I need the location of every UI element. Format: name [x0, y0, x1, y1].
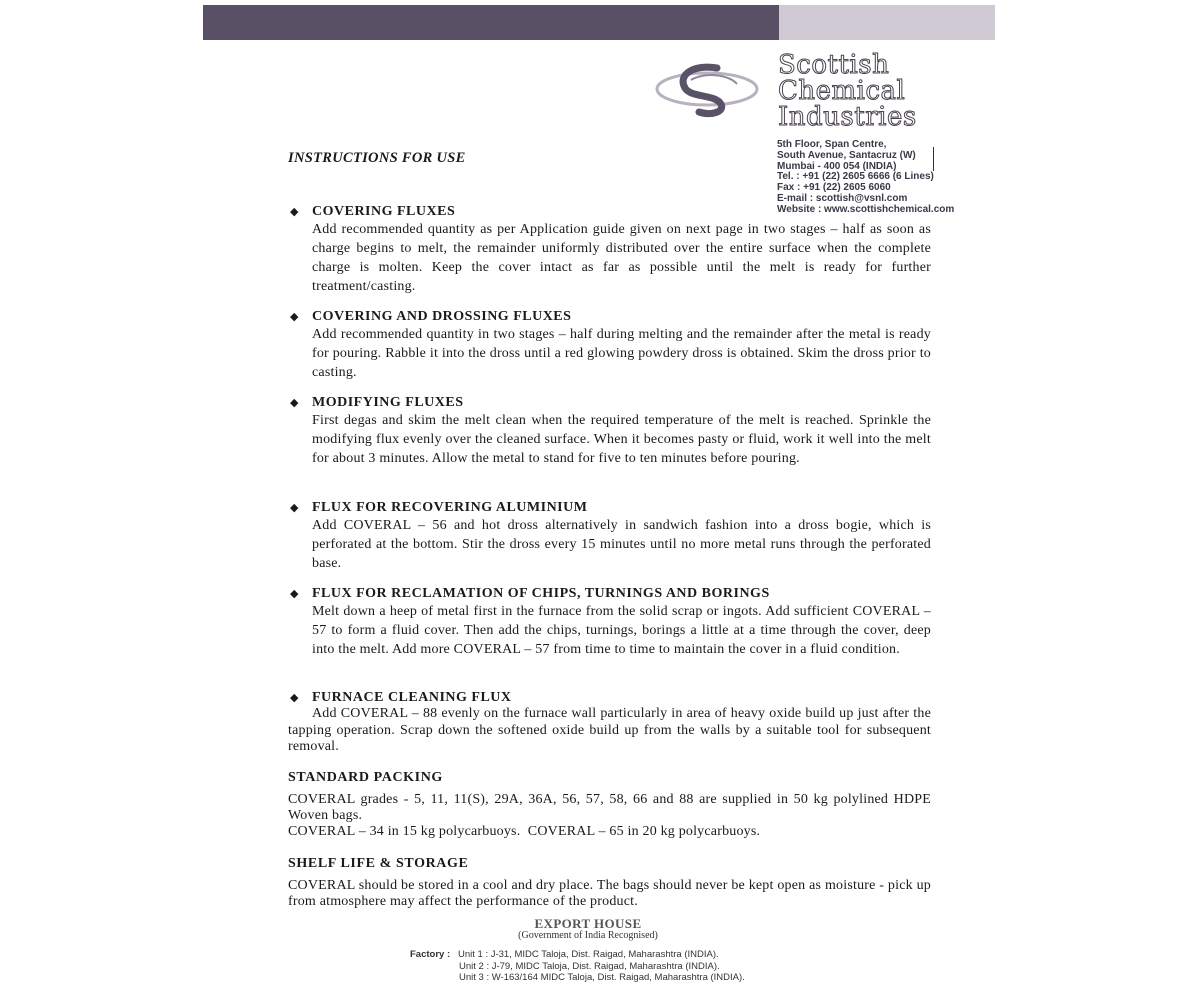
- section-modifying-fluxes: [288, 395, 931, 468]
- section-heading: ◆ COVERING AND DROSSING FLUXES: [290, 309, 572, 324]
- email-line: E-mail : scottish@vsnl.com: [777, 192, 908, 204]
- section-heading: ◆ FLUX FOR RECOVERING ALUMINIUM: [290, 500, 588, 515]
- section-body: Melt down a heep of metal first in the furnace from the solid scrap or ingots. Add sufficient COVERAL – 57 to form a fluid cover. Then add the chips, turnings, borings a little at a time through the cover, deep into the melt. Add more COVERAL – 57 from time to time to maintain the cover in a fluid condition.: [312, 604, 931, 657]
- packing-line: COVERAL grades - 5, 11, 11(S), 29A, 36A, 56, 57, 58, 66 and 88 are supplied in 50 kg polylined HDPE Woven bags.: [288, 792, 931, 823]
- website-line: Website : www.scottishchemical.com: [777, 203, 955, 215]
- swirl-logo-icon: [655, 60, 760, 118]
- address-line: Tel. : +91 (22) 2605 6666 (6 Lines): [777, 171, 934, 183]
- export-house-label: EXPORT HOUSE: [534, 916, 642, 931]
- page-title: INSTRUCTIONS FOR USE: [288, 150, 466, 166]
- standard-packing-heading: STANDARD PACKING: [288, 770, 443, 785]
- address-line: Mumbai - 400 054 (INDIA): [777, 160, 897, 172]
- address-divider: [933, 147, 934, 171]
- shelf-life-heading: SHELF LIFE & STORAGE: [288, 856, 469, 871]
- section-recovering-aluminium: [288, 500, 931, 573]
- factory-addresses: [410, 949, 745, 984]
- diamond-bullet-icon: ◆: [290, 397, 299, 409]
- diamond-bullet-icon: ◆: [290, 692, 299, 704]
- address-line: Fax : +91 (22) 2605 6060: [777, 182, 891, 194]
- section-reclamation-chips: [288, 586, 931, 659]
- company-name-line: Scottish: [778, 50, 890, 80]
- diamond-bullet-icon: ◆: [290, 588, 299, 600]
- section-body: First degas and skim the melt clean when the required temperature of the melt is reached. Sprinkle the modifying flux evenly over the cleaned surface. When it becomes pasty or fluid, work it well into the melt for about 3 minutes. Allow the metal to stand for five to ten minutes before pouring.: [312, 413, 931, 466]
- section-heading: ◆ FLUX FOR RECLAMATION OF CHIPS, TURNINGS AND BORINGS: [290, 586, 770, 601]
- header-band-light: [779, 5, 995, 40]
- shelf-life-body: COVERAL should be stored in a cool and dry place. The bags should never be kept open as moisture - pick up from atmosphere may affect the performance of the product.: [288, 878, 931, 909]
- recognition-label: (Government of India Recognised): [518, 930, 658, 941]
- factory-label: Factory :: [410, 949, 451, 960]
- company-name-line: Chemical: [778, 76, 906, 106]
- section-body: Add COVERAL – 88 evenly on the furnace wall particularly in area of heavy oxide build up just after the tapping operation. Scrap down the softened oxide build up from the walls by a suitable tool for subsequent removal.: [288, 706, 931, 754]
- section-covering-fluxes: [288, 204, 931, 296]
- address-line: South Avenue, Santacruz (W): [777, 149, 916, 161]
- section-furnace-cleaning: [288, 690, 931, 756]
- section-body: Add recommended quantity as per Application guide given on next page in two stages – half as soon as charge begins to melt, the remainder uniformly distributed over the entire surface when the complete charge is molten. Keep the cover intact as far as possible until the melt is ready for further treatment/casting.: [312, 222, 931, 294]
- section-body: Add COVERAL – 56 and hot dross alternatively in sandwich fashion into a dross bogie, which is perforated at the bottom. Stir the dross every 15 minutes until no more metal runs through the perforated base.: [312, 518, 931, 571]
- section-heading: ◆ COVERING FLUXES: [290, 204, 456, 219]
- header-band-dark: [203, 5, 779, 40]
- diamond-bullet-icon: ◆: [290, 311, 299, 323]
- section-body: Add recommended quantity in two stages – half during melting and the remainder after the metal is ready for pouring. Rabble it into the dross until a red glowing powdery dross is obtained. Skim the dross prior to casting.: [312, 327, 931, 380]
- section-covering-drossing-fluxes: [288, 309, 931, 382]
- factory-unit: Unit 1 : J-31, MIDC Taloja, Dist. Raigad, Maharashtra (INDIA).: [458, 949, 719, 960]
- section-heading: ◆ MODIFYING FLUXES: [290, 395, 464, 410]
- factory-unit: Unit 3 : W-163/164 MIDC Taloja, Dist. Raigad, Maharashtra (INDIA).: [459, 972, 745, 983]
- standard-packing-body: [288, 792, 931, 840]
- address-line: 5th Floor, Span Centre,: [777, 139, 887, 150]
- diamond-bullet-icon: ◆: [290, 206, 299, 218]
- company-name-line: Industries: [778, 102, 917, 132]
- section-heading: ◆ FURNACE CLEANING FLUX: [290, 690, 512, 705]
- packing-line: COVERAL – 34 in 15 kg polycarbuoys. COVERAL – 65 in 20 kg polycarbuoys.: [288, 824, 761, 839]
- diamond-bullet-icon: ◆: [290, 502, 299, 514]
- factory-unit: Unit 2 : J-79, MIDC Taloja, Dist. Raigad, Maharashtra (INDIA).: [459, 960, 720, 972]
- company-name: [778, 52, 978, 130]
